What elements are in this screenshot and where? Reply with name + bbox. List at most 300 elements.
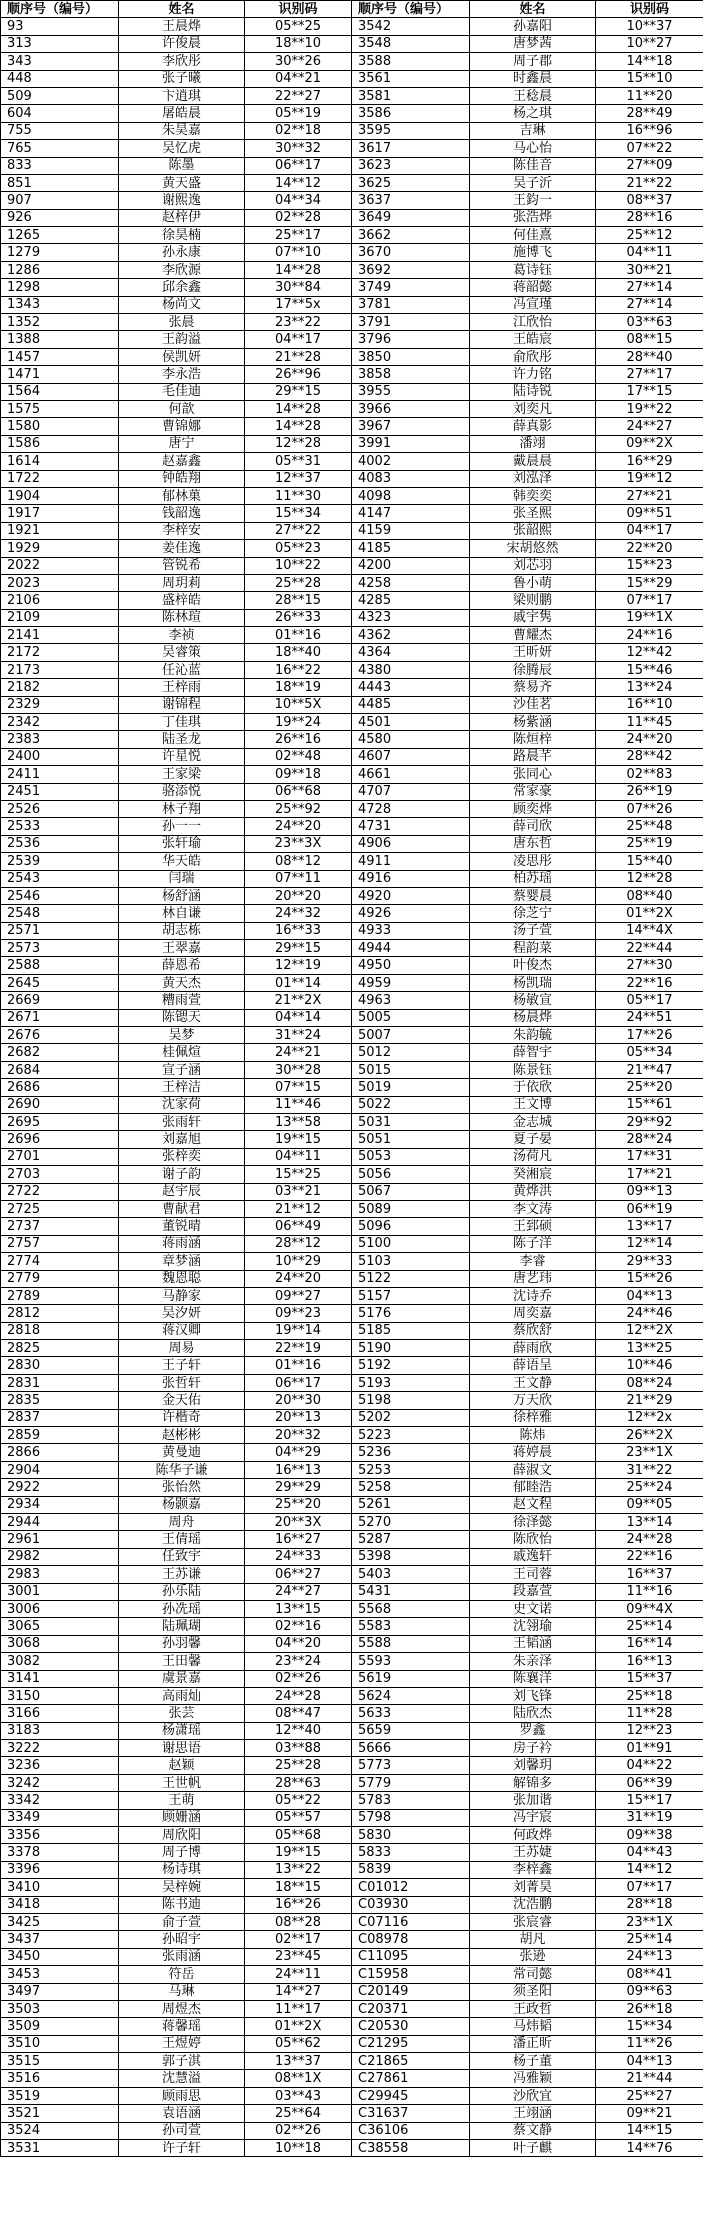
cell-left-id: 604 <box>1 105 119 122</box>
cell-right-code: 08**40 <box>596 887 703 904</box>
cell-right-name: 须圣阳 <box>470 1983 596 2000</box>
cell-left-name: 王家梁 <box>119 766 245 783</box>
cell-right-id: 5287 <box>352 1531 470 1548</box>
cell-left-code: 22**19 <box>245 1340 352 1357</box>
cell-right-id: 5568 <box>352 1600 470 1617</box>
cell-right-name: 房子衿 <box>470 1740 596 1757</box>
cell-left-id: 2961 <box>1 1531 119 1548</box>
cell-right-code: 10**27 <box>596 35 703 52</box>
cell-left-id: 2548 <box>1 905 119 922</box>
cell-right-id: 4906 <box>352 835 470 852</box>
cell-left-id: 1614 <box>1 453 119 470</box>
cell-right-id: 3617 <box>352 140 470 157</box>
cell-right-name: 江欣怡 <box>470 314 596 331</box>
cell-right-code: 06**19 <box>596 1200 703 1217</box>
cell-left-code: 05**57 <box>245 1809 352 1826</box>
cell-right-id: 5583 <box>352 1618 470 1635</box>
cell-left-code: 02**28 <box>245 209 352 226</box>
cell-right-name: 何政烨 <box>470 1827 596 1844</box>
cell-right-id: 5096 <box>352 1218 470 1235</box>
cell-left-code: 07**11 <box>245 870 352 887</box>
cell-left-id: 2573 <box>1 940 119 957</box>
cell-right-code: 04**13 <box>596 1287 703 1304</box>
cell-right-name: 刘馨玥 <box>470 1757 596 1774</box>
table-row <box>1 1444 703 1461</box>
cell-left-code: 19**15 <box>245 1131 352 1148</box>
cell-right-id: 4916 <box>352 870 470 887</box>
cell-right-name: 冯宣瑾 <box>470 296 596 313</box>
cell-left-name: 侯凯妍 <box>119 348 245 365</box>
cell-left-name: 李欣源 <box>119 261 245 278</box>
cell-left-code: 03**21 <box>245 1183 352 1200</box>
cell-right-code: 14**18 <box>596 53 703 70</box>
cell-right-name: 戚逸轩 <box>470 1548 596 1565</box>
cell-right-id: 3649 <box>352 209 470 226</box>
cell-right-name: 朱韵毓 <box>470 1027 596 1044</box>
cell-right-id: 5593 <box>352 1653 470 1670</box>
cell-left-code: 29**29 <box>245 1479 352 1496</box>
cell-left-name: 王子轩 <box>119 1357 245 1374</box>
table-row <box>1 1513 703 1530</box>
cell-left-name: 盛梓皓 <box>119 592 245 609</box>
cell-left-code: 15**25 <box>245 1166 352 1183</box>
cell-left-code: 25**28 <box>245 574 352 591</box>
cell-left-id: 3524 <box>1 2122 119 2139</box>
cell-left-id: 1286 <box>1 261 119 278</box>
table-row <box>1 1009 703 1026</box>
cell-right-name: 刘泓泽 <box>470 470 596 487</box>
cell-left-id: 2904 <box>1 1461 119 1478</box>
table-row <box>1 1287 703 1304</box>
cell-left-code: 08**1X <box>245 2070 352 2087</box>
table-row <box>1 1757 703 1774</box>
cell-right-code: 21**47 <box>596 1061 703 1078</box>
table-row <box>1 1392 703 1409</box>
cell-right-code: 28**49 <box>596 105 703 122</box>
cell-right-code: 16**29 <box>596 453 703 470</box>
table-row <box>1 261 703 278</box>
cell-left-code: 29**15 <box>245 940 352 957</box>
cell-left-code: 14**28 <box>245 261 352 278</box>
cell-right-id: 4443 <box>352 679 470 696</box>
cell-left-id: 3516 <box>1 2070 119 2087</box>
cell-left-id: 1265 <box>1 227 119 244</box>
cell-left-code: 28**12 <box>245 1235 352 1252</box>
cell-right-name: 王翊涵 <box>470 2105 596 2122</box>
cell-left-code: 05**22 <box>245 1792 352 1809</box>
cell-left-name: 张怡然 <box>119 1479 245 1496</box>
cell-left-name: 赵梓伊 <box>119 209 245 226</box>
cell-left-name: 任沁蓝 <box>119 661 245 678</box>
cell-left-code: 16**13 <box>245 1461 352 1478</box>
cell-right-code: 25**12 <box>596 227 703 244</box>
cell-left-name: 宣子涵 <box>119 1061 245 1078</box>
cell-left-code: 14**27 <box>245 1983 352 2000</box>
cell-right-code: 01**2X <box>596 905 703 922</box>
cell-left-name: 沈家荷 <box>119 1096 245 1113</box>
cell-left-code: 06**68 <box>245 783 352 800</box>
cell-left-id: 1580 <box>1 418 119 435</box>
cell-left-name: 李祯 <box>119 627 245 644</box>
cell-right-id: 3749 <box>352 279 470 296</box>
cell-right-id: 5056 <box>352 1166 470 1183</box>
cell-right-id: 4200 <box>352 557 470 574</box>
cell-left-code: 05**62 <box>245 2035 352 2052</box>
cell-left-code: 20**3X <box>245 1513 352 1530</box>
cell-right-id: 4731 <box>352 818 470 835</box>
cell-right-code: 15**34 <box>596 2018 703 2035</box>
cell-left-id: 2342 <box>1 714 119 731</box>
cell-left-name: 赵宇辰 <box>119 1183 245 1200</box>
cell-right-name: 王皓宸 <box>470 331 596 348</box>
cell-left-id: 2645 <box>1 974 119 991</box>
cell-left-name: 周欣阳 <box>119 1827 245 1844</box>
cell-left-id: 765 <box>1 140 119 157</box>
cell-left-code: 20**32 <box>245 1427 352 1444</box>
cell-right-code: 25**19 <box>596 835 703 852</box>
cell-left-code: 12**37 <box>245 470 352 487</box>
table-row <box>1 1131 703 1148</box>
table-row <box>1 174 703 191</box>
cell-left-code: 03**88 <box>245 1740 352 1757</box>
cell-right-id: 4728 <box>352 800 470 817</box>
table-row <box>1 2122 703 2139</box>
cell-right-id: 4002 <box>352 453 470 470</box>
cell-left-code: 18**19 <box>245 679 352 696</box>
cell-left-code: 05**31 <box>245 453 352 470</box>
cell-right-code: 25**27 <box>596 2087 703 2104</box>
cell-right-name: 叶子麒 <box>470 2140 596 2157</box>
cell-right-code: 25**48 <box>596 818 703 835</box>
cell-left-name: 沈慧溢 <box>119 2070 245 2087</box>
cell-left-id: 3183 <box>1 1722 119 1739</box>
cell-right-code: 10**46 <box>596 1357 703 1374</box>
cell-left-code: 13**15 <box>245 1600 352 1617</box>
table-row <box>1 2105 703 2122</box>
cell-right-id: 3581 <box>352 87 470 104</box>
cell-right-code: 12**14 <box>596 1235 703 1252</box>
cell-right-code: 13**14 <box>596 1513 703 1530</box>
cell-left-code: 10**29 <box>245 1253 352 1270</box>
cell-right-name: 郁睦浩 <box>470 1479 596 1496</box>
cell-right-code: 26**18 <box>596 2000 703 2017</box>
cell-left-id: 2703 <box>1 1166 119 1183</box>
cell-left-id: 2831 <box>1 1374 119 1391</box>
cell-right-name: 陈子洋 <box>470 1235 596 1252</box>
cell-left-id: 3068 <box>1 1635 119 1652</box>
cell-left-id: 2825 <box>1 1340 119 1357</box>
cell-right-code: 21**22 <box>596 174 703 191</box>
cell-right-id: 4147 <box>352 505 470 522</box>
cell-right-name: 冯雅颖 <box>470 2070 596 2087</box>
cell-right-id: 5202 <box>352 1409 470 1426</box>
cell-left-id: 2701 <box>1 1148 119 1165</box>
cell-right-name: 薛司欣 <box>470 818 596 835</box>
cell-right-code: 27**14 <box>596 296 703 313</box>
cell-right-name: 陈欣怡 <box>470 1531 596 1548</box>
table-row <box>1 435 703 452</box>
cell-right-name: 蔡婴晨 <box>470 887 596 904</box>
cell-left-name: 张轩瑜 <box>119 835 245 852</box>
table-row <box>1 1774 703 1791</box>
cell-right-name: 刘菁昊 <box>470 1879 596 1896</box>
table-row <box>1 279 703 296</box>
cell-left-name: 王煜婷 <box>119 2035 245 2052</box>
table-row <box>1 609 703 626</box>
cell-left-name: 曹锦娜 <box>119 418 245 435</box>
cell-left-code: 06**17 <box>245 1374 352 1391</box>
cell-left-id: 3503 <box>1 2000 119 2017</box>
cell-left-name: 郁林菓 <box>119 487 245 504</box>
cell-left-name: 黄曼迪 <box>119 1444 245 1461</box>
cell-left-id: 2922 <box>1 1479 119 1496</box>
cell-right-code: 09**2X <box>596 435 703 452</box>
cell-left-id: 2725 <box>1 1200 119 1217</box>
cell-right-id: C07116 <box>352 1913 470 1930</box>
cell-left-name: 林自谦 <box>119 905 245 922</box>
cell-right-code: 15**23 <box>596 557 703 574</box>
cell-right-name: 施博飞 <box>470 244 596 261</box>
cell-left-id: 3437 <box>1 1931 119 1948</box>
cell-left-name: 骆添悦 <box>119 783 245 800</box>
cell-right-id: 5053 <box>352 1148 470 1165</box>
cell-left-code: 14**28 <box>245 418 352 435</box>
cell-right-code: 09**13 <box>596 1183 703 1200</box>
cell-right-id: 5015 <box>352 1061 470 1078</box>
header-left-name: 姓名 <box>119 1 245 18</box>
cell-right-code: 09**21 <box>596 2105 703 2122</box>
cell-left-name: 蒋馨瑶 <box>119 2018 245 2035</box>
cell-left-name: 杨诗琪 <box>119 1861 245 1878</box>
table-row <box>1 1183 703 1200</box>
cell-left-name: 许子轩 <box>119 2140 245 2157</box>
cell-right-code: 19**12 <box>596 470 703 487</box>
cell-left-name: 张子曦 <box>119 70 245 87</box>
cell-left-name: 黄天杰 <box>119 974 245 991</box>
table-row <box>1 70 703 87</box>
cell-left-id: 1586 <box>1 435 119 452</box>
table-row <box>1 870 703 887</box>
cell-left-id: 2172 <box>1 644 119 661</box>
cell-right-id: C21295 <box>352 2035 470 2052</box>
cell-left-code: 30**26 <box>245 53 352 70</box>
table-row <box>1 992 703 1009</box>
cell-right-id: 4963 <box>352 992 470 1009</box>
table-row <box>1 800 703 817</box>
cell-left-id: 2682 <box>1 1044 119 1061</box>
table-row <box>1 1096 703 1113</box>
cell-left-name: 董锐晴 <box>119 1218 245 1235</box>
cell-left-name: 王世帆 <box>119 1774 245 1791</box>
cell-right-name: 沈诗乔 <box>470 1287 596 1304</box>
cell-right-code: 21**29 <box>596 1392 703 1409</box>
cell-right-name: 蒋韶懿 <box>470 279 596 296</box>
cell-left-id: 313 <box>1 35 119 52</box>
cell-right-name: 杨子董 <box>470 2053 596 2070</box>
cell-left-id: 3001 <box>1 1583 119 1600</box>
table-row <box>1 1983 703 2000</box>
cell-right-name: 俞欣彤 <box>470 348 596 365</box>
cell-left-code: 13**37 <box>245 2053 352 2070</box>
cell-left-name: 马琳 <box>119 1983 245 2000</box>
cell-left-name: 王韵溢 <box>119 331 245 348</box>
cell-right-name: 唐艺玮 <box>470 1270 596 1287</box>
cell-right-name: 薛语呈 <box>470 1357 596 1374</box>
cell-right-id: 4098 <box>352 487 470 504</box>
cell-right-code: 22**16 <box>596 974 703 991</box>
cell-right-name: 冯宇宸 <box>470 1809 596 1826</box>
cell-right-name: 凌思彤 <box>470 853 596 870</box>
cell-left-code: 08**47 <box>245 1705 352 1722</box>
cell-right-name: 叶俊杰 <box>470 957 596 974</box>
cell-left-id: 2106 <box>1 592 119 609</box>
cell-right-id: C27861 <box>352 2070 470 2087</box>
cell-left-code: 26**33 <box>245 609 352 626</box>
cell-left-id: 2329 <box>1 696 119 713</box>
cell-right-code: 03**63 <box>596 314 703 331</box>
cell-right-name: 万天欣 <box>470 1392 596 1409</box>
cell-right-name: 徐梓雅 <box>470 1409 596 1426</box>
cell-right-name: 孙嘉阳 <box>470 18 596 35</box>
table-row <box>1 383 703 400</box>
cell-right-id: 3781 <box>352 296 470 313</box>
cell-right-name: 戴晨晨 <box>470 453 596 470</box>
cell-left-name: 周煜杰 <box>119 2000 245 2017</box>
cell-right-code: 09**38 <box>596 1827 703 1844</box>
table-row <box>1 1670 703 1687</box>
cell-left-name: 郭子淇 <box>119 2053 245 2070</box>
cell-left-id: 2182 <box>1 679 119 696</box>
cell-right-name: 戚宇隽 <box>470 609 596 626</box>
cell-right-id: 5192 <box>352 1357 470 1374</box>
cell-left-code: 10**22 <box>245 557 352 574</box>
cell-left-id: 2400 <box>1 748 119 765</box>
cell-left-id: 2686 <box>1 1079 119 1096</box>
cell-left-code: 12**28 <box>245 435 352 452</box>
cell-right-name: 顾奕烨 <box>470 800 596 817</box>
cell-left-code: 24**20 <box>245 1270 352 1287</box>
cell-left-id: 3082 <box>1 1653 119 1670</box>
cell-left-name: 王梓洁 <box>119 1079 245 1096</box>
cell-left-name: 吴汐妍 <box>119 1305 245 1322</box>
cell-right-name: 胡凡 <box>470 1931 596 1948</box>
cell-right-code: 17**15 <box>596 383 703 400</box>
cell-left-id: 2533 <box>1 818 119 835</box>
cell-left-id: 833 <box>1 157 119 174</box>
cell-right-id: 5779 <box>352 1774 470 1791</box>
table-row <box>1 453 703 470</box>
cell-right-code: 25**18 <box>596 1687 703 1704</box>
cell-right-code: 27**17 <box>596 366 703 383</box>
cell-right-name: 陆欣杰 <box>470 1705 596 1722</box>
cell-left-id: 1388 <box>1 331 119 348</box>
cell-right-name: 刘奕凡 <box>470 400 596 417</box>
cell-left-name: 杨舒涵 <box>119 887 245 904</box>
table-row <box>1 35 703 52</box>
table-row <box>1 1218 703 1235</box>
table-row <box>1 887 703 904</box>
cell-left-code: 04**34 <box>245 192 352 209</box>
cell-left-name: 蒋汉卿 <box>119 1322 245 1339</box>
cell-left-name: 许俊晨 <box>119 35 245 52</box>
cell-left-code: 06**17 <box>245 157 352 174</box>
table-row <box>1 540 703 557</box>
table-row <box>1 470 703 487</box>
cell-left-code: 19**14 <box>245 1322 352 1339</box>
table-row <box>1 1740 703 1757</box>
cell-right-name: 杨凯瑞 <box>470 974 596 991</box>
cell-left-name: 俞子萱 <box>119 1913 245 1930</box>
cell-left-id: 1352 <box>1 314 119 331</box>
table-row <box>1 2053 703 2070</box>
table-row <box>1 661 703 678</box>
cell-right-code: 11**16 <box>596 1583 703 1600</box>
cell-right-code: 12**2X <box>596 1322 703 1339</box>
cell-left-id: 2737 <box>1 1218 119 1235</box>
cell-right-name: 李文涛 <box>470 1200 596 1217</box>
cell-left-code: 27**22 <box>245 522 352 539</box>
cell-right-name: 马炜韬 <box>470 2018 596 2035</box>
cell-right-name: 吴子沂 <box>470 174 596 191</box>
table-row <box>1 157 703 174</box>
cell-left-id: 2411 <box>1 766 119 783</box>
table-row <box>1 644 703 661</box>
cell-right-name: 罗鑫 <box>470 1722 596 1739</box>
cell-left-name: 谢子韵 <box>119 1166 245 1183</box>
cell-right-code: 27**30 <box>596 957 703 974</box>
cell-left-name: 钱韶逸 <box>119 505 245 522</box>
cell-left-id: 2779 <box>1 1270 119 1287</box>
cell-left-id: 1564 <box>1 383 119 400</box>
cell-left-name: 孙永康 <box>119 244 245 261</box>
cell-left-code: 02**16 <box>245 1618 352 1635</box>
cell-right-name: 宋胡悠然 <box>470 540 596 557</box>
table-row <box>1 1079 703 1096</box>
cell-left-id: 3519 <box>1 2087 119 2104</box>
cell-left-name: 何歆 <box>119 400 245 417</box>
cell-right-name: 黄烨洪 <box>470 1183 596 1200</box>
cell-left-code: 03**43 <box>245 2087 352 2104</box>
cell-right-name: 吉琳 <box>470 122 596 139</box>
cell-left-code: 25**92 <box>245 800 352 817</box>
cell-right-name: 沙佳茗 <box>470 696 596 713</box>
cell-right-code: 06**39 <box>596 1774 703 1791</box>
cell-left-code: 04**29 <box>245 1444 352 1461</box>
cell-left-code: 25**64 <box>245 2105 352 2122</box>
cell-right-id: C20149 <box>352 1983 470 2000</box>
table-row <box>1 314 703 331</box>
cell-right-code: 05**17 <box>596 992 703 1009</box>
cell-right-code: 12**42 <box>596 644 703 661</box>
cell-right-id: 4258 <box>352 574 470 591</box>
cell-right-code: 07**26 <box>596 800 703 817</box>
table-row <box>1 1114 703 1131</box>
cell-left-name: 屠皓晨 <box>119 105 245 122</box>
cell-left-code: 23**45 <box>245 1948 352 1965</box>
cell-right-id: 3967 <box>352 418 470 435</box>
cell-right-code: 15**26 <box>596 1270 703 1287</box>
cell-right-id: 4944 <box>352 940 470 957</box>
cell-right-code: 28**16 <box>596 209 703 226</box>
cell-right-code: 11**45 <box>596 714 703 731</box>
cell-right-code: 24**13 <box>596 1948 703 1965</box>
table-row <box>1 400 703 417</box>
cell-right-name: 陈佳音 <box>470 157 596 174</box>
cell-left-id: 1722 <box>1 470 119 487</box>
cell-right-name: 潘翊 <box>470 435 596 452</box>
cell-left-id: 2982 <box>1 1548 119 1565</box>
cell-right-name: 薛智宇 <box>470 1044 596 1061</box>
